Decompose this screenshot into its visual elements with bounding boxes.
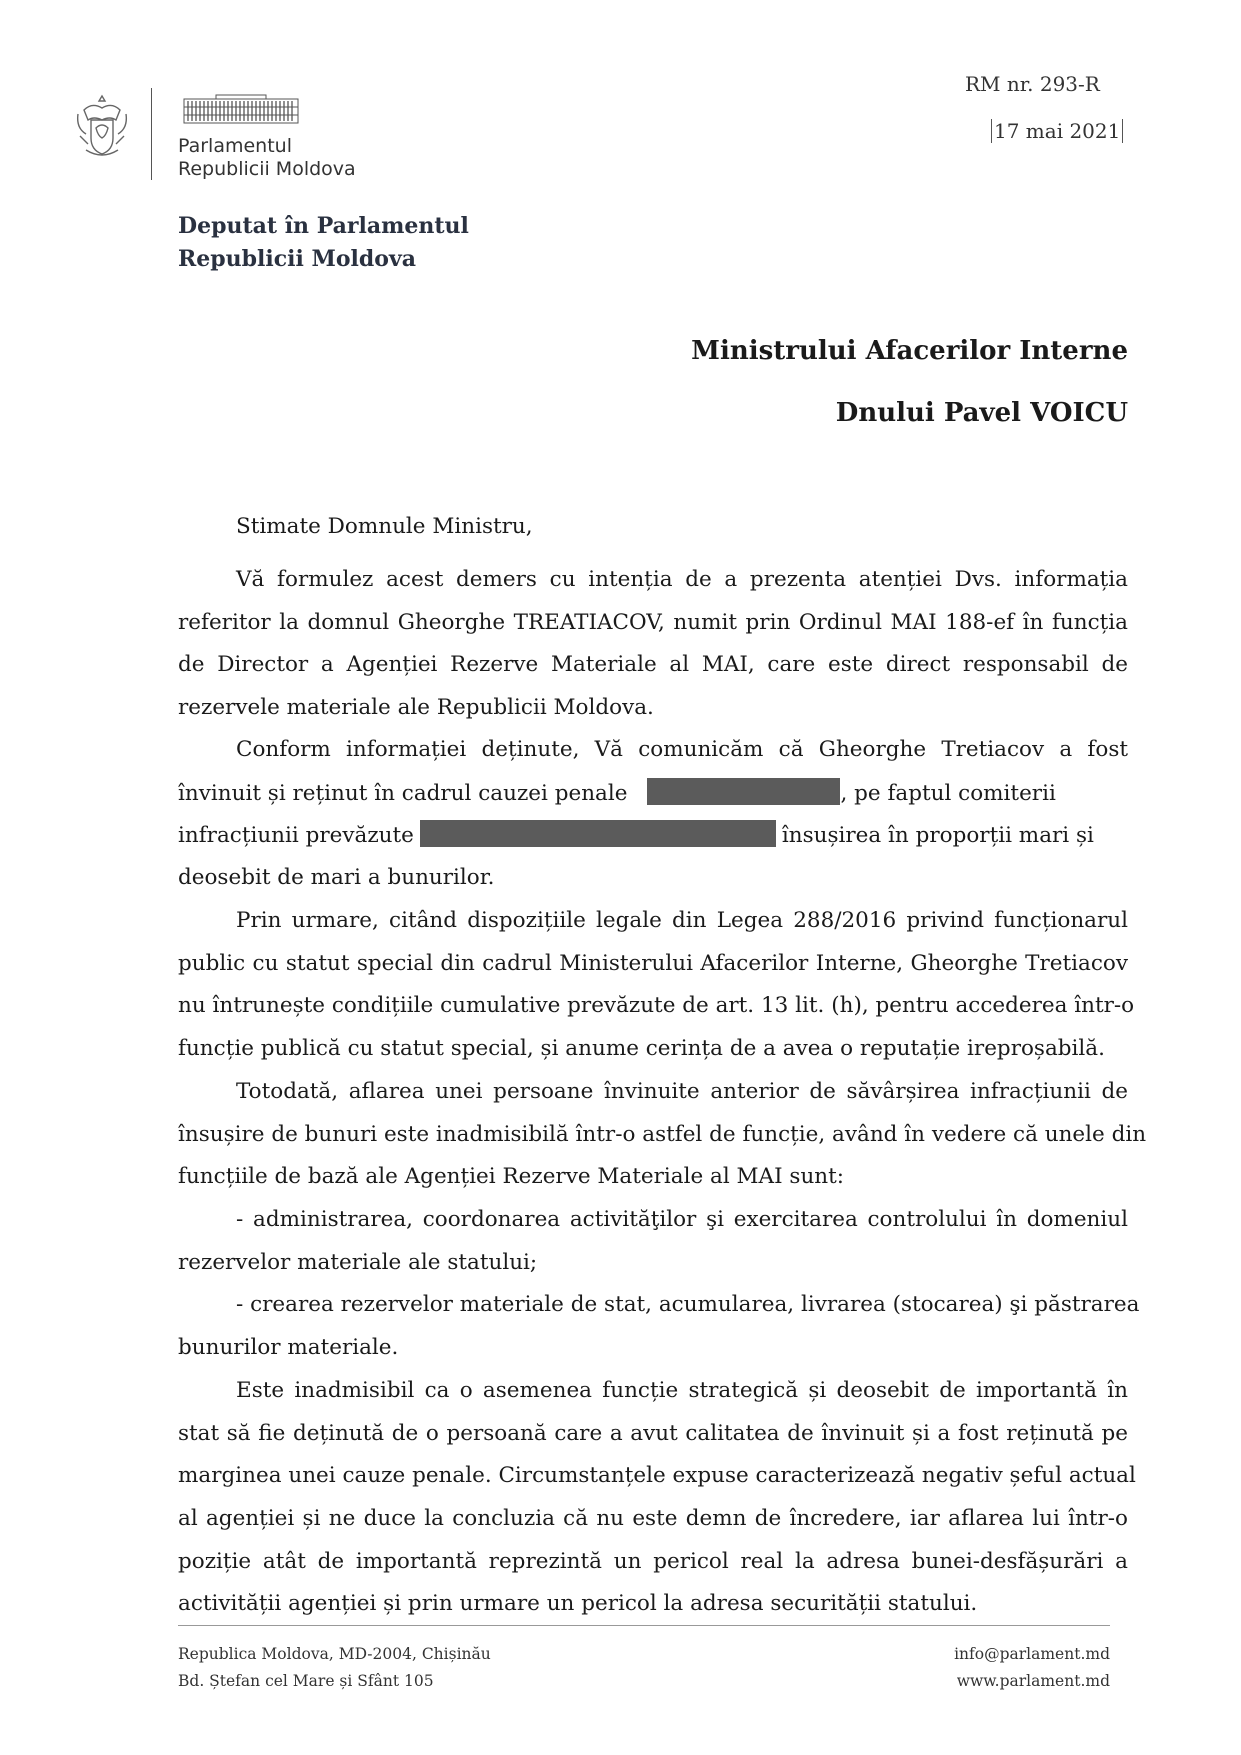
paragraph-line: nu întrunește condițiile cumulative prevăzute de art. 13 lit. (h), pentru accederea într-o: [178, 993, 1135, 1018]
paragraph-line: Este inadmisibil ca o asemenea funcție strategică și deosebit de importantă în: [236, 1378, 1128, 1403]
list-item-continuation: bunurilor materiale.: [178, 1335, 399, 1360]
footer-address-line2: Bd. Ștefan cel Mare și Sfânt 105: [178, 1672, 434, 1690]
footer-divider: [178, 1625, 1110, 1626]
paragraph-line: Prin urmare, citând dispozițiile legale din Legea 288/2016 privind funcționarul: [236, 908, 1128, 933]
paragraph-line: funcție publică cu statut special, și anume cerința de a avea o reputație ireproșabilă.: [178, 1036, 1105, 1061]
paragraph-line: public cu statut special din cadrul Ministerului Afacerilor Interne, Gheorghe Tretiacov: [178, 951, 1128, 976]
institution-name-line2: Republicii Moldova: [178, 158, 356, 180]
paragraph-line: [178, 820, 1128, 851]
paragraph-line: stat să fie deținută de o persoană care a avut calitatea de învinuit și a fost reținută pe: [178, 1421, 1128, 1446]
text-segment: însușirea în proporții mari și: [781, 823, 1094, 848]
sender-title: Deputat în Parlamentul: [178, 213, 469, 239]
redaction-box: [647, 778, 840, 805]
reference-number: RM nr. 293-R: [965, 72, 1100, 96]
coat-of-arms-icon: [74, 92, 130, 160]
list-item: - administrarea, coordonarea activităţilor şi exercitarea controlului în domeniul: [236, 1207, 1128, 1232]
paragraph-line: poziție atât de importantă reprezintă un pericol real la adresa bunei-desfășurări a: [178, 1549, 1128, 1574]
footer-email-link[interactable]: info@parlament.md: [954, 1645, 1110, 1663]
recipient-institution: Ministrului Afacerilor Interne: [691, 336, 1128, 366]
paragraph-line: funcțiile de bază ale Agenției Rezerve Materiale al MAI sunt:: [178, 1164, 845, 1189]
redaction-box: [420, 820, 776, 847]
paragraph-line: marginea unei cauze penale. Circumstanțele expuse caracterizează negativ șeful actual: [178, 1463, 1136, 1488]
footer-website-link[interactable]: www.parlament.md: [956, 1672, 1110, 1690]
paragraph-line: de Director a Agenției Rezerve Materiale al MAI, care este direct responsabil de: [178, 652, 1128, 677]
paragraph-line: Vă formulez acest demers cu intenția de a prezenta atenției Dvs. informația: [236, 567, 1128, 592]
text-segment: învinuit și reținut în cadrul cauzei penale: [178, 781, 628, 806]
recipient-name: Dnului Pavel VOICU: [835, 398, 1128, 428]
institution-name: Parlamentul: [178, 135, 292, 157]
parliament-building-icon: [182, 93, 300, 125]
text-segment: , pe faptul comiterii: [840, 781, 1056, 806]
footer-address: Republica Moldova, MD-2004, Chișinău: [178, 1645, 491, 1663]
paragraph-line: deosebit de mari a bunurilor.: [178, 865, 495, 890]
header-divider: [151, 88, 152, 180]
document-date: 17 mai 2021: [991, 119, 1123, 143]
sender-title-line2: Republicii Moldova: [178, 246, 417, 272]
list-item: - crearea rezervelor materiale de stat, acumularea, livrarea (stocarea) şi păstrarea: [236, 1292, 1140, 1317]
paragraph-line: [178, 778, 1128, 809]
paragraph-line: însușire de bunuri este inadmisibilă într-o astfel de funcție, având în vedere că unele din: [178, 1122, 1147, 1147]
salutation: Stimate Domnule Ministru,: [236, 514, 533, 539]
paragraph-line: rezervele materiale ale Republicii Moldova.: [178, 695, 654, 720]
paragraph-line: al agenției și ne duce la concluzia că nu este demn de încredere, iar aflarea lui într-o: [178, 1506, 1128, 1531]
paragraph-line: Totodată, aflarea unei persoane învinuite anterior de săvârșirea infracțiunii de: [236, 1079, 1128, 1104]
paragraph-line: referitor la domnul Gheorghe TREATIACOV, numit prin Ordinul MAI 188-ef în funcția: [178, 610, 1128, 635]
text-segment: infracțiunii prevăzute: [178, 823, 414, 848]
paragraph-line: Conform informației deținute, Vă comunicăm că Gheorghe Tretiacov a fost: [236, 737, 1128, 762]
paragraph-line: activității agenției și prin urmare un pericol la adresa securității statului.: [178, 1591, 978, 1616]
list-item-continuation: rezervelor materiale ale statului;: [178, 1250, 538, 1275]
